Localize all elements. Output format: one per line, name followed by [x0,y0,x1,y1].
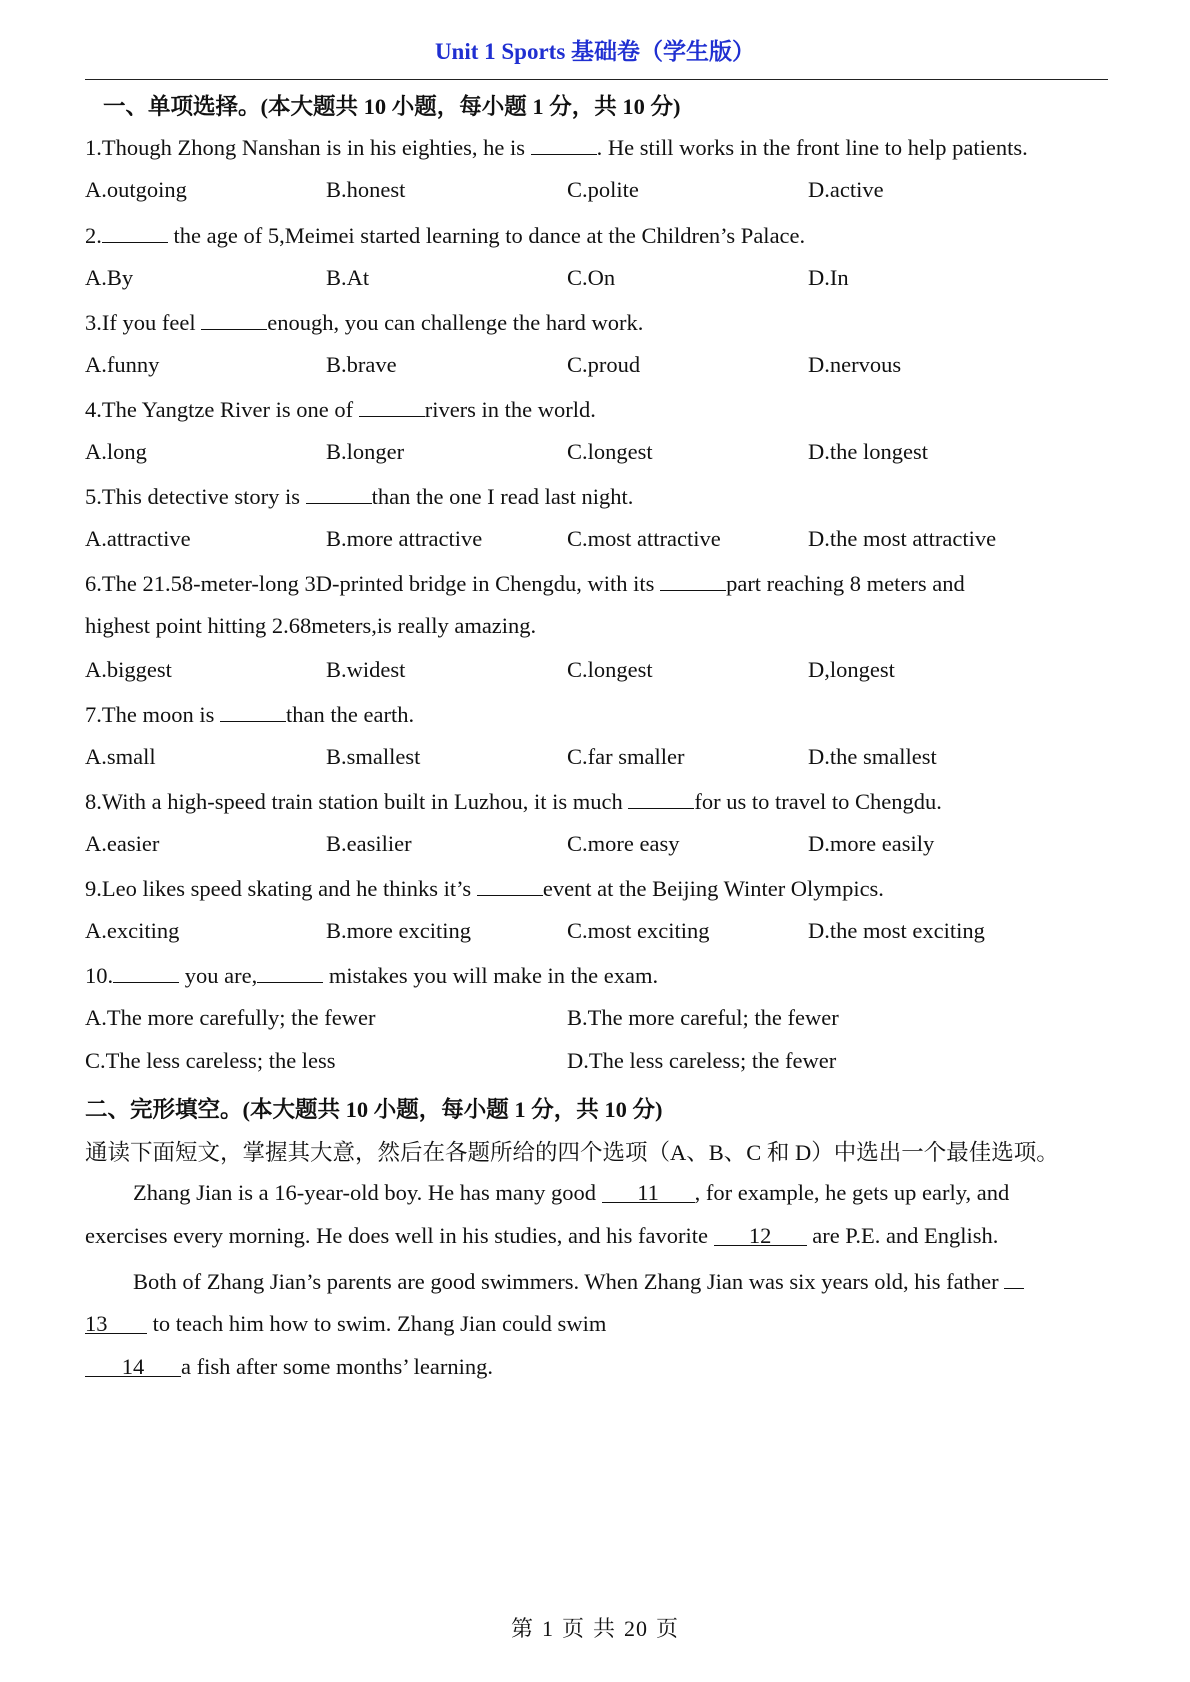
passage-line-1: Zhang Jian is a 16-year-old boy. He has many good 11 , for example, he gets up early, and [133,1180,1010,1205]
option-d: D,longest [808,657,895,682]
option-c: C.most exciting [567,918,710,943]
answer-blank [257,961,323,983]
option-b: B.brave [326,352,397,377]
option-c: C.The less careless; the less [85,1048,336,1073]
passage-line-2: exercises every morning. He does well in his studies, and his favorite 12 are P.E. and English. [85,1223,999,1248]
question-10: 10. you are, mistakes you will make in the exam. [85,963,659,988]
question-5: 5.This detective story is than the one I read last night. [85,484,634,509]
option-d: D.The less careless; the fewer [567,1048,837,1073]
answer-blank [113,961,179,983]
option-a: A.outgoing [85,177,187,202]
option-d: D.the longest [808,439,928,464]
option-a: A.long [85,439,147,464]
page-number: 1 [541,1616,554,1641]
option-b: B.widest [326,657,406,682]
option-c: C.On [567,265,616,290]
question-9: 9.Leo likes speed skating and he thinks it’s event at the Beijing Winter Olympics. [85,876,884,901]
blank-13-start [1004,1267,1024,1289]
answer-blank [306,482,372,504]
option-b: B.At [326,265,370,290]
option-d: D.the most attractive [808,526,997,551]
answer-blank [628,787,694,809]
option-b: B.The more careful; the fewer [567,1005,839,1030]
answer-blank [477,874,543,896]
answer-blank [660,569,726,591]
option-b: B.easilier [326,831,412,856]
question-4: 4.The Yangtze River is one of rivers in the world. [85,397,596,422]
question-6-continued: highest point hitting 2.68meters,is really amazing. [85,613,537,638]
option-a: A.biggest [85,657,172,682]
option-a: A.The more carefully; the fewer [85,1005,376,1030]
answer-blank [531,133,597,155]
option-c: C.more easy [567,831,680,856]
question-1: 1.Though Zhong Nanshan is in his eighties, he is . He still works in the front line to help patients. [85,135,1028,160]
answer-blank [102,221,168,243]
document-title: Unit 1 Sports 基础卷（学生版） [434,39,756,64]
option-b: B.more attractive [326,526,483,551]
option-a: A.exciting [85,918,180,943]
option-d: D.more easily [808,831,935,856]
blank-12: 12 [714,1224,807,1246]
cloze-instruction: 通读下面短文，掌握其大意，然后在各题所给的四个选项（A、B、C 和 D）中选出一个最佳选项。 [85,1140,1059,1165]
question-8: 8.With a high-speed train station built in Luzhou, it is much for us to travel to Chengdu. [85,789,942,814]
blank-14: 14 [85,1355,181,1377]
option-c: C.longest [567,657,653,682]
blank-11: 11 [602,1181,695,1203]
option-b: B.smallest [326,744,421,769]
passage-line-5: 14 a fish after some months’ learning. [85,1354,493,1380]
passage-line-4: 13 to teach him how to swim. Zhang Jian could swim [85,1311,607,1336]
option-c: C.far smaller [567,744,685,769]
option-a: A.easier [85,831,160,856]
question-2: 2. the age of 5,Meimei started learning to dance at the Children’s Palace. [85,223,806,248]
option-c: C.most attractive [567,526,721,551]
option-b: B.longer [326,439,405,464]
answer-blank [220,700,286,722]
question-6: 6.The 21.58-meter-long 3D-printed bridge in Chengdu, with its part reaching 8 meters and [85,571,965,596]
option-a: A.small [85,744,156,769]
section-2-title: 二、完形填空。(本大题共 10 小题，每小题 1 分，共 10 分) [85,1097,663,1122]
header-divider [85,79,1108,80]
blank-13: 13 [85,1312,147,1334]
option-c: C.proud [567,352,641,377]
option-a: A.By [85,265,134,290]
question-7: 7.The moon is than the earth. [85,702,415,727]
option-d: D.active [808,177,884,202]
answer-blank [359,395,425,417]
answer-blank [201,308,267,330]
passage-line-3: Both of Zhang Jian’s parents are good swimmers. When Zhang Jian was six years old, his father [133,1267,1024,1295]
option-a: A.funny [85,352,160,377]
option-b: B.more exciting [326,918,471,943]
option-c: C.longest [567,439,653,464]
total-pages: 20 [624,1616,649,1641]
option-c: C.polite [567,177,639,202]
option-d: D.nervous [808,352,902,377]
option-a: A.attractive [85,526,191,551]
question-3: 3.If you feel enough, you can challenge the hard work. [85,310,644,335]
section-1-title: 一、单项选择。(本大题共 10 小题，每小题 1 分，共 10 分) [103,94,681,119]
option-d: D.the most exciting [808,918,985,943]
option-b: B.honest [326,177,406,202]
page-footer: 第 1 页 共 20 页 [510,1616,680,1641]
option-d: D.In [808,265,849,290]
option-d: D.the smallest [808,744,937,769]
